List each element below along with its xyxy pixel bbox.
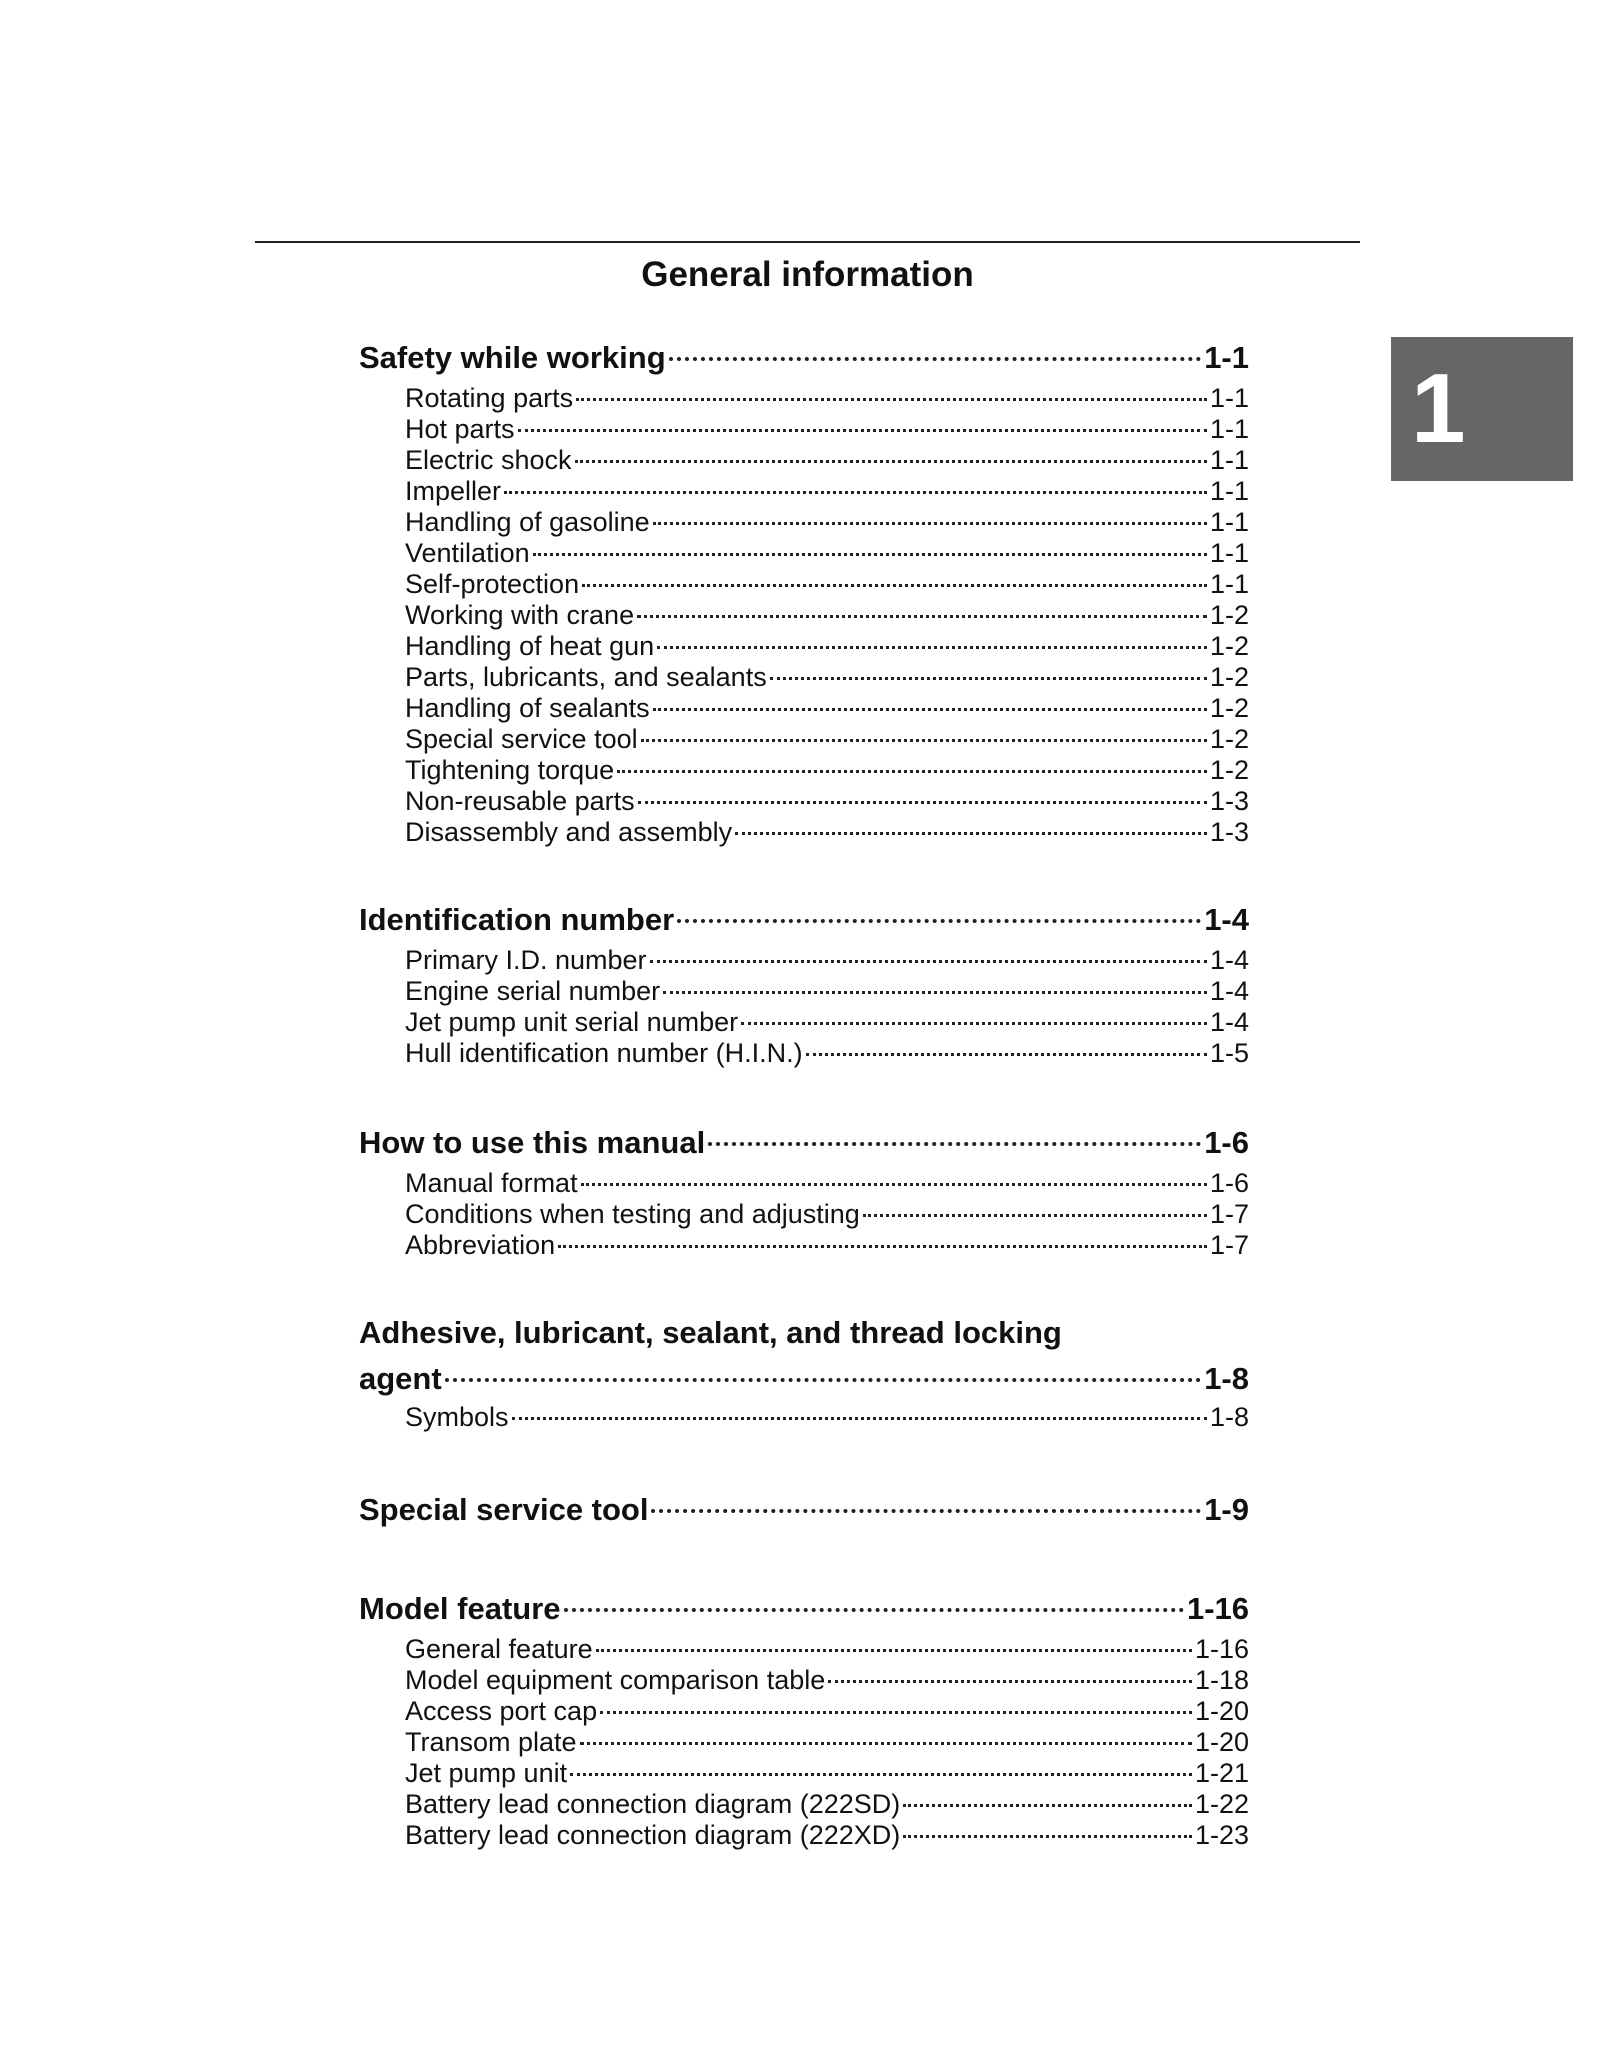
dot-leader: [677, 919, 1201, 923]
toc-entry[interactable]: [405, 631, 1249, 662]
entry-page: 1-1: [1209, 538, 1249, 568]
entry-title: Handling of sealants: [405, 693, 650, 723]
entry-page: 1-2: [1209, 693, 1249, 723]
entry-page: 1-1: [1209, 569, 1249, 599]
section-title-line1: Adhesive, lubricant, sealant, and thread locking: [359, 1315, 1062, 1350]
entry-title: Working with crane: [405, 600, 635, 630]
entry-title: Impeller: [405, 476, 502, 506]
toc-entry[interactable]: [405, 945, 1249, 976]
entry-page: 1-1: [1209, 445, 1249, 475]
toc-entry[interactable]: [405, 976, 1249, 1007]
entry-title: Parts, lubricants, and sealants: [405, 662, 767, 692]
dot-leader: [575, 460, 1207, 463]
entry-page: 1-3: [1209, 786, 1249, 816]
entry-title: Jet pump unit: [405, 1758, 568, 1788]
entry-page: 1-7: [1209, 1230, 1249, 1260]
entry-page: 1-1: [1209, 476, 1249, 506]
toc-entry[interactable]: [405, 1168, 1249, 1199]
entry-page: 1-22: [1194, 1789, 1249, 1819]
toc-entry[interactable]: [405, 1230, 1249, 1261]
dot-leader: [653, 522, 1207, 525]
entry-title: Battery lead connection diagram (222SD): [405, 1789, 901, 1819]
entry-title: Battery lead connection diagram (222XD): [405, 1820, 901, 1850]
dot-leader: [504, 491, 1207, 494]
entry-title: Conditions when testing and adjusting: [405, 1199, 860, 1229]
toc-entry[interactable]: [405, 569, 1249, 600]
top-rule: [255, 241, 1360, 243]
entry-page: 1-21: [1194, 1758, 1249, 1788]
chapter-number: 1: [1411, 353, 1466, 463]
section-title: Identification number: [359, 902, 675, 937]
toc-entry[interactable]: [405, 1789, 1249, 1820]
dot-leader: [657, 646, 1207, 649]
dot-leader: [637, 615, 1207, 618]
section-heading[interactable]: [359, 1490, 1249, 1530]
toc-entry[interactable]: [405, 1038, 1249, 1069]
dot-leader: [651, 1509, 1201, 1513]
dot-leader: [564, 1608, 1184, 1612]
dot-leader: [570, 1773, 1192, 1776]
entry-title: Symbols: [405, 1402, 509, 1432]
toc-entry[interactable]: [405, 414, 1249, 445]
section-heading[interactable]: [359, 1310, 1249, 1402]
section-page: 1-9: [1204, 1492, 1249, 1527]
toc-entry[interactable]: [405, 538, 1249, 569]
toc-section-identification: [359, 900, 1249, 1069]
section-page: 1-4: [1204, 902, 1249, 937]
section-heading[interactable]: [359, 900, 1249, 940]
entry-title: Primary I.D. number: [405, 945, 647, 975]
section-page: 1-6: [1204, 1125, 1249, 1160]
entry-page: 1-2: [1209, 600, 1249, 630]
dot-leader: [518, 429, 1207, 432]
entry-title: Abbreviation: [405, 1230, 556, 1260]
dot-leader: [903, 1835, 1192, 1838]
dot-leader: [580, 1742, 1192, 1745]
entry-title: Disassembly and assembly: [405, 817, 733, 847]
entry-page: 1-5: [1209, 1038, 1249, 1068]
entry-title: Jet pump unit serial number: [405, 1007, 739, 1037]
dot-leader: [828, 1680, 1192, 1683]
dot-leader: [638, 801, 1207, 804]
toc-entry[interactable]: [405, 786, 1249, 817]
entry-page: 1-20: [1194, 1727, 1249, 1757]
entry-page: 1-20: [1194, 1696, 1249, 1726]
toc-entry[interactable]: [405, 476, 1249, 507]
toc-entry[interactable]: [405, 1696, 1249, 1727]
dot-leader: [641, 739, 1207, 742]
entry-title: Rotating parts: [405, 383, 574, 413]
toc-section-how-to-use: [359, 1123, 1249, 1261]
dot-leader: [708, 1142, 1201, 1146]
dot-leader: [741, 1022, 1207, 1025]
dot-leader: [596, 1649, 1192, 1652]
toc-section-adhesive: [359, 1310, 1249, 1433]
entry-page: 1-7: [1209, 1199, 1249, 1229]
toc-entry[interactable]: [405, 662, 1249, 693]
section-heading[interactable]: [359, 1589, 1249, 1629]
toc-section-special-service-tool: [359, 1490, 1249, 1530]
section-title: Safety while working: [359, 340, 666, 375]
entry-title: Electric shock: [405, 445, 572, 475]
dot-leader: [806, 1053, 1207, 1056]
dot-leader: [863, 1214, 1207, 1217]
toc-entry[interactable]: [405, 1820, 1249, 1851]
section-title-line2: agent: [359, 1361, 442, 1396]
section-page: 1-16: [1186, 1591, 1249, 1626]
dot-leader: [663, 991, 1207, 994]
toc-entry[interactable]: [405, 1758, 1249, 1789]
toc-entry[interactable]: [405, 1007, 1249, 1038]
entry-page: 1-16: [1194, 1634, 1249, 1664]
dot-leader: [512, 1417, 1207, 1420]
dot-leader: [770, 677, 1207, 680]
entry-title: Model equipment comparison table: [405, 1665, 826, 1695]
dot-leader: [582, 584, 1207, 587]
dot-leader: [669, 357, 1202, 361]
entry-page: 1-2: [1209, 662, 1249, 692]
entry-page: 1-2: [1209, 755, 1249, 785]
toc-entry[interactable]: [405, 693, 1249, 724]
toc-entry[interactable]: [405, 507, 1249, 538]
entry-page: 1-8: [1209, 1402, 1249, 1432]
page-title: General information: [641, 255, 974, 294]
toc-section-safety: [359, 338, 1249, 848]
section-title: Model feature: [359, 1591, 561, 1626]
entry-page: 1-4: [1209, 1007, 1249, 1037]
dot-leader: [617, 770, 1207, 773]
dot-leader: [558, 1245, 1207, 1248]
entry-page: 1-23: [1194, 1820, 1249, 1850]
entry-title: Handling of gasoline: [405, 507, 650, 537]
dot-leader: [653, 708, 1207, 711]
toc-entry[interactable]: [405, 817, 1249, 848]
dot-leader: [533, 553, 1207, 556]
entry-title: Special service tool: [405, 724, 638, 754]
entry-page: 1-6: [1209, 1168, 1249, 1198]
entry-title: Non-reusable parts: [405, 786, 635, 816]
entry-page: 1-1: [1209, 507, 1249, 537]
toc-entry[interactable]: [405, 1634, 1249, 1665]
section-title: Special service tool: [359, 1492, 649, 1527]
dot-leader: [650, 960, 1207, 963]
toc-entry[interactable]: [405, 724, 1249, 755]
entry-title: Handling of heat gun: [405, 631, 655, 661]
entry-title: Hull identification number (H.I.N.): [405, 1038, 803, 1068]
dot-leader: [600, 1711, 1192, 1714]
entry-title: General feature: [405, 1634, 593, 1664]
entry-page: 1-2: [1209, 724, 1249, 754]
toc-entry[interactable]: [405, 383, 1249, 414]
toc-entry[interactable]: [405, 755, 1249, 786]
entry-title: Access port cap: [405, 1696, 598, 1726]
entry-page: 1-2: [1209, 631, 1249, 661]
entry-title: Transom plate: [405, 1727, 577, 1757]
toc-entry[interactable]: [405, 445, 1249, 476]
entry-title: Manual format: [405, 1168, 578, 1198]
dot-leader: [581, 1183, 1207, 1186]
entry-title: Self-protection: [405, 569, 580, 599]
entry-page: 1-1: [1209, 383, 1249, 413]
dot-leader: [576, 398, 1207, 401]
toc-entry[interactable]: [405, 1665, 1249, 1696]
entry-page: 1-1: [1209, 414, 1249, 444]
dot-leader: [735, 832, 1207, 835]
entry-title: Ventilation: [405, 538, 530, 568]
entry-page: 1-4: [1209, 945, 1249, 975]
toc-entry[interactable]: [405, 1727, 1249, 1758]
dot-leader: [445, 1378, 1202, 1382]
entry-title: Engine serial number: [405, 976, 661, 1006]
section-heading[interactable]: [359, 338, 1249, 378]
dot-leader: [903, 1804, 1192, 1807]
section-title: How to use this manual: [359, 1125, 706, 1160]
entry-page: 1-18: [1194, 1665, 1249, 1695]
section-heading[interactable]: [359, 1123, 1249, 1163]
entry-title: Hot parts: [405, 414, 515, 444]
section-page: 1-1: [1204, 340, 1249, 375]
entry-page: 1-4: [1209, 976, 1249, 1006]
entry-page: 1-3: [1209, 817, 1249, 847]
section-page: 1-8: [1204, 1361, 1249, 1396]
toc-entry[interactable]: [405, 1402, 1249, 1433]
toc-entry[interactable]: [405, 1199, 1249, 1230]
toc-entry[interactable]: [405, 600, 1249, 631]
toc-section-model-feature: [359, 1589, 1249, 1851]
entry-title: Tightening torque: [405, 755, 615, 785]
chapter-tab: [1391, 337, 1573, 481]
